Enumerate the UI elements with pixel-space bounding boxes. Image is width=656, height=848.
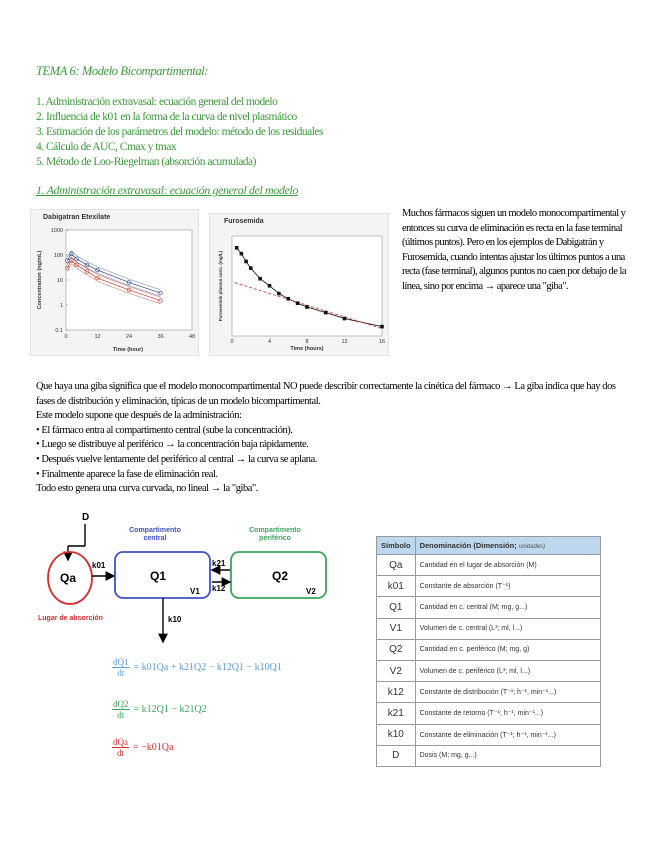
k01-label: k01	[92, 561, 106, 570]
equation-rhs: = −k01Qa	[133, 742, 174, 753]
topic-title: TEMA 6: Modelo Bicompartimental:	[36, 64, 209, 78]
x-tick-label: 48	[188, 334, 196, 340]
central-title: central	[143, 535, 167, 542]
x-axis-label: Time (hours)	[290, 346, 324, 352]
x-tick-label: 8	[305, 339, 309, 345]
bullet-item: • El fármaco entra al compartimento central (sube la concentración).	[36, 424, 626, 439]
table-cell-description: Cantidad en c. periférico (M; mg, g)	[415, 639, 600, 660]
equation-fraction	[112, 699, 130, 720]
data-point	[380, 325, 384, 329]
equation-numerator: dQ2	[113, 699, 129, 709]
equation-numerator: dQ1	[113, 657, 129, 667]
y-tick-label: 1000	[50, 228, 63, 234]
index-item: 1. Administración extravasal: ecuación general del modelo	[36, 96, 278, 108]
plot-area	[66, 230, 192, 330]
equation-denominator: dt	[117, 668, 125, 678]
table-cell-description: Constante de distribución (T⁻¹; h⁻¹, min⁻¹...)	[415, 682, 600, 703]
table-cell-symbol: k10	[377, 724, 416, 745]
y-ticks	[51, 228, 68, 334]
topic-index	[36, 95, 323, 170]
y-tick-label: 1	[59, 303, 63, 309]
x-tick-label: 36	[157, 334, 164, 340]
dose-label: D	[82, 512, 90, 523]
section-heading: 1. Administración extravasal: ecuación general del modelo	[36, 183, 298, 197]
equation-fraction	[112, 657, 130, 678]
table-header-row	[377, 537, 601, 555]
x-tick-label: 12	[341, 339, 348, 345]
index-item: 3. Estimación de los parámetros del modelo: método de los residuales	[36, 126, 323, 138]
data-point	[343, 317, 347, 321]
data-point	[258, 277, 262, 281]
table-cell-symbol: k12	[377, 682, 416, 703]
equation-denominator: dt	[116, 748, 124, 758]
y-tick-label: 0.1	[55, 328, 63, 334]
table-row	[377, 724, 601, 745]
chart-furosemida	[209, 213, 389, 356]
x-tick-label: 24	[125, 334, 133, 340]
paragraph: Este modelo supone que después de la administración:	[36, 410, 242, 422]
data-point	[324, 311, 328, 315]
peripheral-title: Compartimento	[249, 527, 301, 534]
k12-label: k12	[212, 584, 226, 593]
table-row	[377, 639, 601, 660]
data-point	[244, 260, 248, 264]
data-point	[277, 292, 281, 296]
table-cell-description: Constante de retorno (T⁻¹; h⁻¹, min⁻¹...)	[415, 703, 600, 724]
furosemida-plot	[210, 214, 388, 355]
equation-denominator: dt	[117, 710, 125, 720]
x-tick-label: 0	[64, 334, 68, 340]
bullet-list	[36, 424, 626, 482]
table-cell-description: Cantidad en c. central (M; mg, g...)	[415, 597, 600, 618]
table-cell-description: Dosis (M; mg, g...)	[415, 745, 600, 766]
bullet-item: • Finalmente aparece la fase de eliminación real.	[36, 468, 626, 483]
q1-label: Q1	[150, 569, 167, 583]
y-tick-label: 10	[56, 278, 63, 284]
table-cell-description: Constante de eliminación (T⁻¹; h⁻¹, min⁻¹...)	[415, 724, 600, 745]
table-cell-description: Cantidad en el lugar de absorción (M)	[415, 555, 600, 576]
table-cell-symbol: k21	[377, 703, 416, 724]
bullet-item: • Luego se distribuye al periférico → la concentración baja rápidamente.	[36, 438, 626, 453]
table-cell-symbol: V2	[377, 660, 416, 681]
data-point	[235, 246, 239, 250]
table-cell-symbol: Q2	[377, 639, 416, 660]
q2-label: Q2	[272, 569, 289, 583]
header-symbol: Símbolo	[377, 537, 416, 555]
table-row	[377, 597, 601, 618]
x-tick-label: 12	[94, 334, 101, 340]
table-cell-description: Constante de absorción (T⁻¹)	[415, 576, 600, 597]
equation-numerator: dQa	[113, 737, 128, 747]
data-point	[249, 266, 253, 270]
parameter-table	[376, 536, 601, 767]
y-axis-label: Concentration (ng/mL)	[37, 250, 43, 310]
table-row	[377, 555, 601, 576]
table-row	[377, 576, 601, 597]
x-ticks	[64, 334, 195, 340]
table-cell-symbol: Q1	[377, 597, 416, 618]
v2-label: V2	[306, 587, 316, 596]
right-paragraph: Muchos fármacos siguen un modelo monocompartimental y entonces su curva de eliminación es recta en la fase terminal (últimos puntos). Pero en los ejemplos de Dabigatrán y Furosemida, cuando intentas ajustar los últimos puntos a una recta (fase terminal), algunos puntos no caen por debajo de la línea, sino por encima → aparece una "giba".	[402, 208, 626, 292]
absorption-site-label: Lugar de absorción	[38, 615, 103, 622]
data-point	[286, 297, 290, 301]
data-point	[240, 252, 244, 256]
table-row	[377, 618, 601, 639]
header-dim: (Dimensión;	[473, 541, 517, 550]
chart-title: Dabigatran Etexilate	[43, 214, 111, 221]
chart-dabigatran	[30, 209, 199, 356]
chart-title: Furosemida	[224, 218, 264, 225]
equation-fraction	[112, 737, 129, 758]
table-cell-symbol: V1	[377, 618, 416, 639]
paragraph: Que haya una giba significa que el modelo monocompartimental NO puede describir correctamente la cinética del fármaco → La giba indica que hay dos fases de distribución y eliminación, típicas de un modelo bicompartimental.	[36, 381, 616, 407]
paragraph: Todo esto genera una curva curvada, no lineal → la "giba".	[36, 483, 258, 495]
plot-area	[232, 236, 382, 336]
x-tick-label: 4	[267, 339, 272, 345]
data-point	[268, 284, 272, 288]
central-title: Compartimento	[129, 527, 181, 534]
header-units: unidades)	[518, 544, 546, 550]
dabigatran-plot	[31, 210, 198, 355]
table-cell-symbol: k01	[377, 576, 416, 597]
x-ticks	[230, 339, 385, 345]
x-axis-label: Time (hour)	[112, 347, 144, 353]
y-tick-label: 100	[53, 253, 63, 259]
table-row	[377, 660, 601, 681]
table-row	[377, 682, 601, 703]
qa-label: Qa	[60, 571, 77, 585]
table-row	[377, 703, 601, 724]
x-tick-label: 0	[230, 339, 234, 345]
two-compartment-diagram	[30, 510, 360, 770]
table-cell-description: Volumen de c. periférico (L³; ml, l...)	[415, 660, 600, 681]
index-item: 5. Método de Loo-Riegelman (absorción acumulada)	[36, 156, 256, 168]
x-tick-label: 16	[378, 339, 386, 345]
v1-label: V1	[190, 587, 200, 596]
data-point	[305, 305, 309, 309]
k10-label: k10	[168, 615, 182, 624]
peripheral-title: periférico	[259, 535, 291, 542]
table-cell-symbol: D	[377, 745, 416, 766]
y-axis-label: Furosemide plasma conc. (mg/L)	[218, 250, 223, 322]
data-point	[296, 301, 300, 305]
equation-rhs: = k01Qa + k21Q2 − k12Q1 − k10Q1	[133, 662, 282, 673]
index-item: 2. Influencia de k01 en la forma de la curva de nivel plasmático	[36, 111, 297, 123]
index-item: 4. Cálculo de AUC, Cmax y tmax	[36, 141, 177, 153]
header-name	[415, 537, 600, 555]
table-row	[377, 745, 601, 766]
equation-dq1	[112, 657, 282, 678]
k21-label: k21	[212, 559, 226, 568]
table-cell-description: Volumen de c. central (L³; ml, l...)	[415, 618, 600, 639]
table-cell-symbol: Qa	[377, 555, 416, 576]
header-name-text: Denominación	[419, 541, 472, 550]
equation-dq2	[112, 699, 207, 720]
bullet-item: • Después vuelve lentamente del periférico al central → la curva se aplana.	[36, 453, 626, 468]
equation-rhs: = k12Q1 − k21Q2	[133, 704, 207, 715]
equation-dqa	[112, 737, 173, 758]
explanation-text	[36, 380, 626, 497]
